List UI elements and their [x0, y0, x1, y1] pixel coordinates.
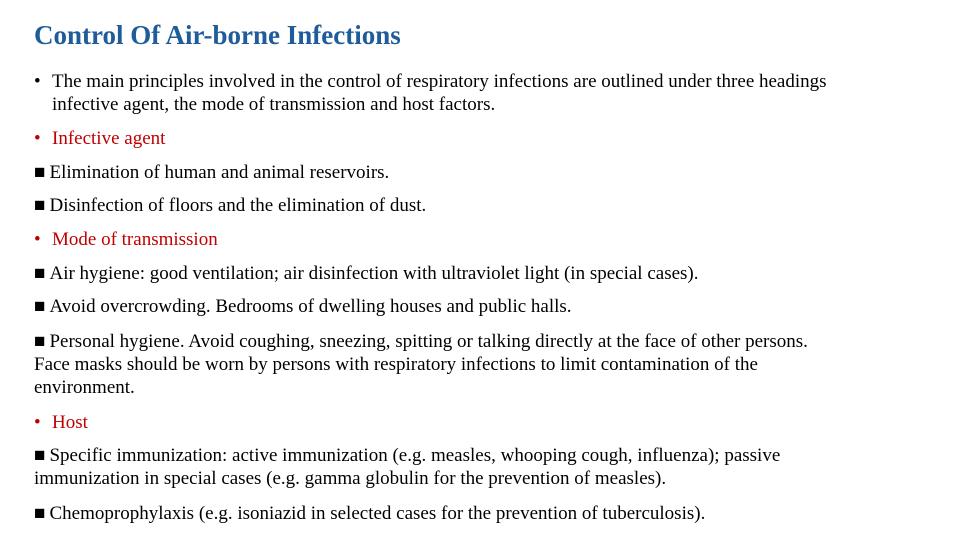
list-item: ■ Personal hygiene. Avoid coughing, sneezing, spitting or talking directly at the face of other persons. Face masks should be worn by persons with respiratory infections to limit contamination of the environment. [34, 331, 808, 398]
list-item: ■ Air hygiene: good ventilation; air disinfection with ultraviolet light (in special cases). [34, 263, 699, 284]
intro-line-1: The main principles involved in the control of respiratory infections are outlined under three headings [52, 71, 827, 92]
square-bullet-icon: ■ [34, 195, 46, 216]
list-item: ■ Avoid overcrowding. Bedrooms of dwelling houses and public halls. [34, 296, 572, 317]
intro-line-2: infective agent, the mode of transmission and host factors. [52, 94, 496, 115]
square-bullet-icon: ■ [34, 162, 46, 183]
list-item: ■ Specific immunization: active immunization (e.g. measles, whooping cough, influenza); passive immunization in special cases (e.g. gamma globulin for the prevention of measles). [34, 445, 781, 489]
square-bullet-icon: ■ [34, 296, 46, 317]
square-bullet-icon: ■ [34, 503, 46, 524]
heading-infective-agent: • Infective agent [34, 128, 166, 149]
heading-host: • Host [34, 412, 88, 433]
list-item: ■ Elimination of human and animal reservoirs. [34, 162, 390, 183]
bullet-icon: • [34, 229, 41, 250]
list-item: ■ Chemoprophylaxis (e.g. isoniazid in selected cases for the prevention of tuberculosis). [34, 503, 706, 524]
heading-mode-of-transmission: • Mode of transmission [34, 229, 218, 250]
square-bullet-icon: ■ [34, 331, 46, 352]
list-item: ■ Disinfection of floors and the elimination of dust. [34, 195, 427, 216]
square-bullet-icon: ■ [34, 263, 46, 284]
bullet-icon: • [34, 412, 41, 433]
square-bullet-icon: ■ [34, 445, 46, 466]
bullet-icon: • [34, 71, 41, 92]
slide-title: Control Of Air-borne Infections [34, 20, 401, 50]
intro-bullet [34, 70, 827, 116]
bullet-icon: • [34, 128, 41, 149]
